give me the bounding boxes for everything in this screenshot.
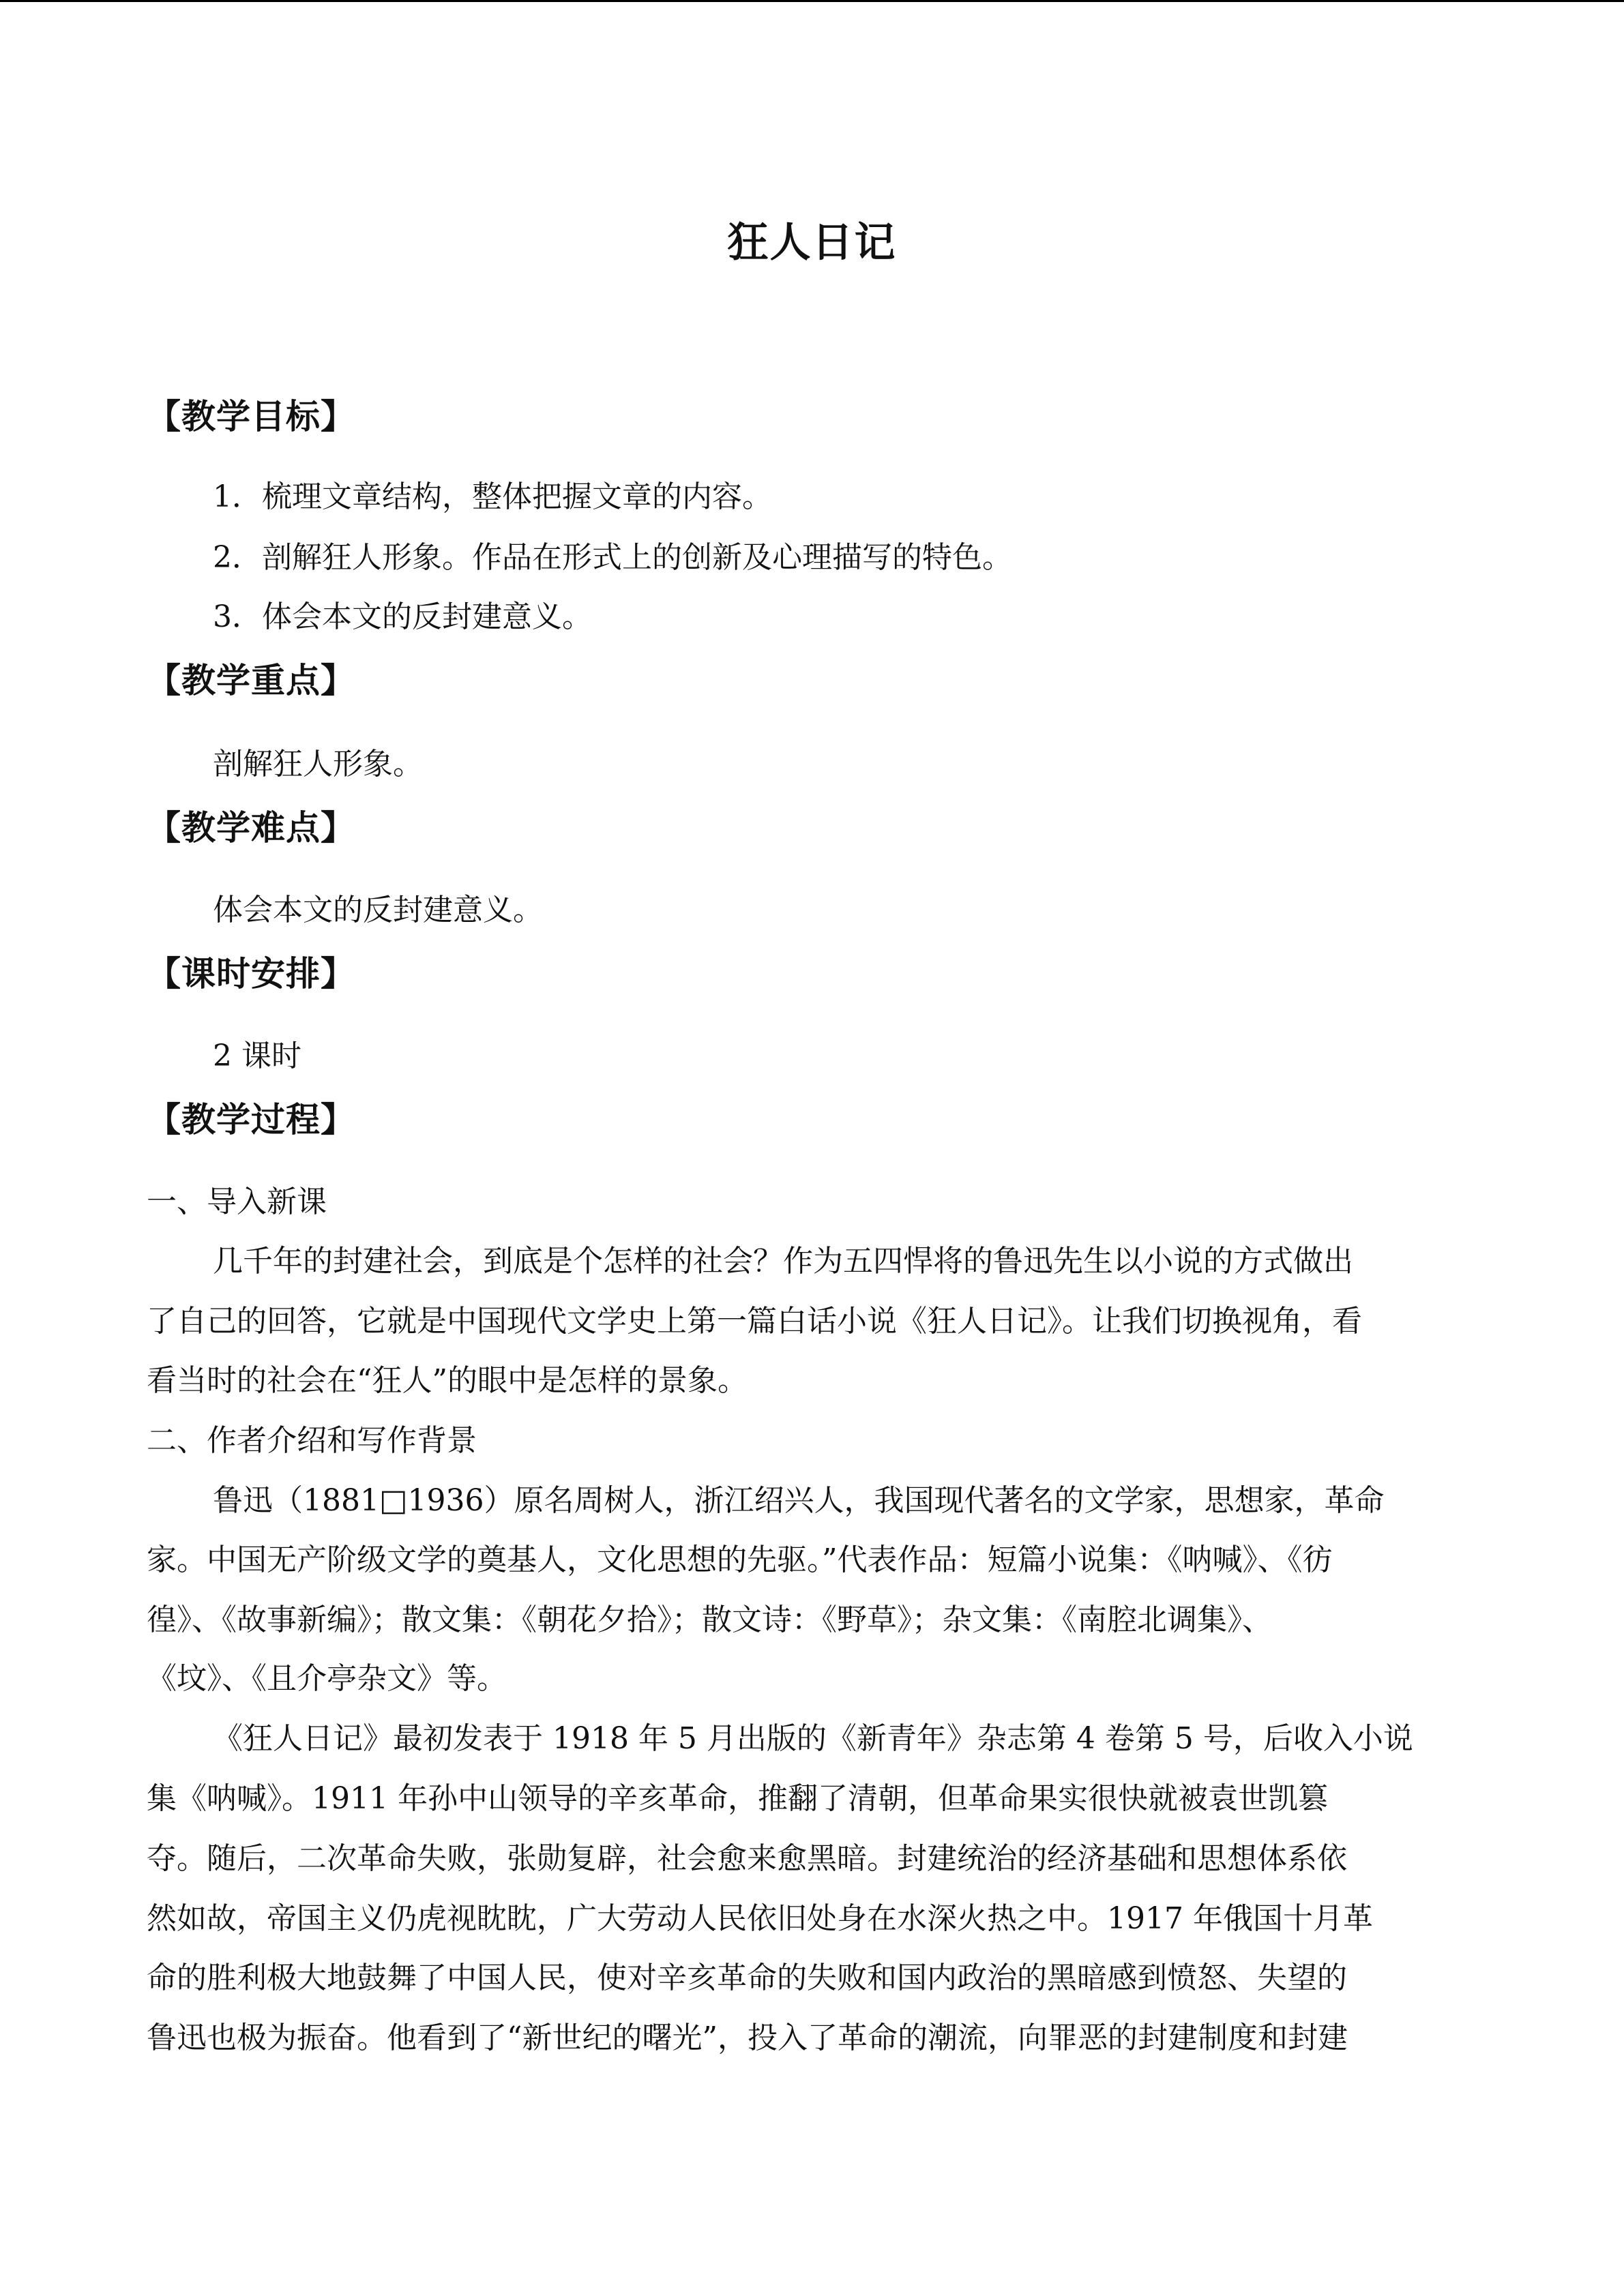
paragraph-line: 夺。随后，二次革命失败，张勋复辟，社会愈来愈黑暗。封建统治的经济基础和思想体系依: [147, 1841, 1347, 1876]
schedule-text: 2 课时: [213, 1039, 301, 1073]
paragraph-line: 看当时的社会在“狂人”的眼中是怎样的景象。: [147, 1363, 748, 1398]
paragraph-line: 几千年的封建社会，到底是个怎样的社会？作为五四悍将的鲁迅先生以小说的方式做出: [213, 1244, 1353, 1279]
section-heading-process: 【教学过程】: [147, 1100, 355, 1139]
paragraph-line: 徨》、《故事新编》；散文集：《朝花夕拾》；散文诗：《野草》；杂文集：《南腔北调集》、: [147, 1602, 1272, 1637]
paragraph-line: 然如故，帝国主义仍虎视眈眈，广大劳动人民依旧处身在水深火热之中。1917 年俄国十月革: [147, 1901, 1373, 1936]
paragraph-line: 《坟》、《且介亭杂文》等。: [147, 1661, 507, 1696]
objective-item: 2．剖解狂人形象。作品在形式上的创新及心理描写的特色。: [213, 540, 1012, 575]
section-heading-difficulty: 【教学难点】: [147, 808, 355, 848]
paragraph-line: 了自己的回答，它就是中国现代文学史上第一篇白话小说《狂人日记》。让我们切换视角，看: [147, 1304, 1362, 1339]
paragraph-line: 命的胜利极大地鼓舞了中国人民，使对辛亥革命的失败和国内政治的黑暗感到愤怒、失望的: [147, 1960, 1347, 1995]
paragraph-line: 家。中国无产阶级文学的奠基人，文化思想的先驱。”代表作品：短篇小说集：《呐喊》、《彷: [147, 1542, 1333, 1577]
keypoint-text: 剖解狂人形象。: [213, 747, 423, 781]
section-heading-keypoint: 【教学重点】: [147, 661, 355, 700]
difficulty-text: 体会本文的反封建意义。: [213, 893, 543, 927]
paragraph-line: 集《呐喊》。1911 年孙中山领导的辛亥革命，推翻了清朝，但革命果实很快就被袁世凯篡: [147, 1781, 1328, 1816]
paragraph-line: 鲁迅也极为振奋。他看到了“新世纪的曙光”，投入了革命的潮流，向罪恶的封建制度和封建: [147, 2021, 1348, 2055]
process-part1-title: 一、导入新课: [147, 1184, 327, 1219]
section-heading-objectives: 【教学目标】: [147, 397, 355, 436]
objective-item: 3．体会本文的反封建意义。: [213, 599, 592, 634]
section-heading-schedule: 【课时安排】: [147, 954, 355, 994]
paragraph-line: 《狂人日记》最初发表于 1918 年 5 月出版的《新青年》杂志第 4 卷第 5 号，后收入小说: [213, 1721, 1413, 1756]
paragraph-line: 鲁迅（1881□1936）原名周树人，浙江绍兴人，我国现代著名的文学家，思想家，革命: [213, 1483, 1385, 1518]
objective-item: 1．梳理文章结构，整体把握文章的内容。: [213, 479, 772, 514]
process-part2-title: 二、作者介绍和写作背景: [147, 1423, 477, 1458]
document-title: 狂人日记: [727, 219, 897, 267]
